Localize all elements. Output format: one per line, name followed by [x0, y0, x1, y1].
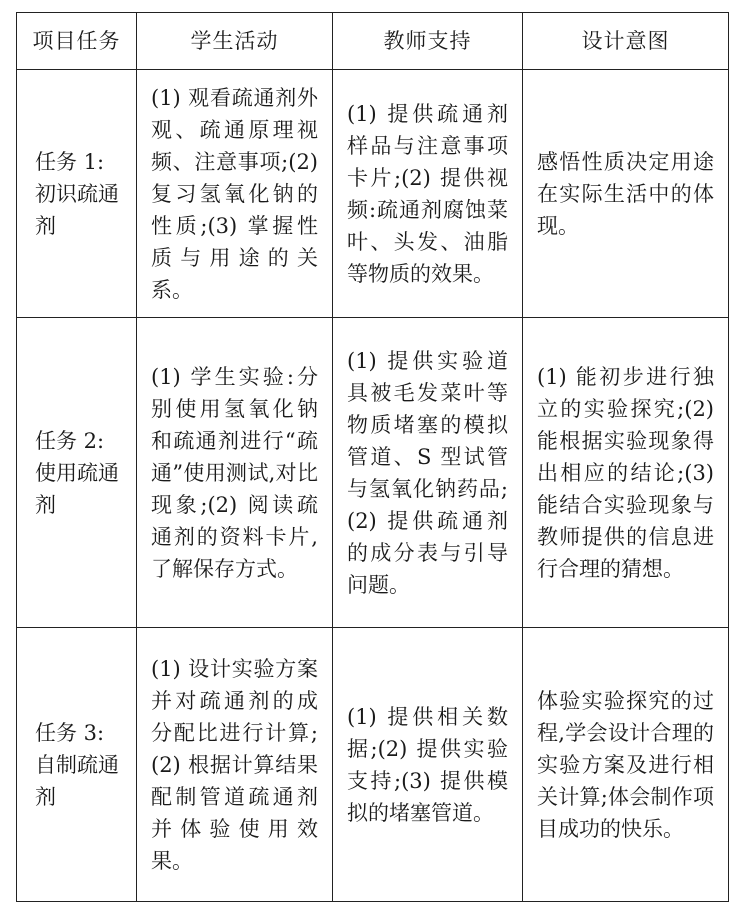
- student-cell: [137, 628, 333, 902]
- teacher-cell: [333, 70, 523, 318]
- student-text: (1) 学生实验:分别使用氢氧化钠和疏通剂进行“疏通”使用测试,对比现象;(2) 阅读疏通剂的资料卡片,了解保存方式。: [151, 364, 318, 581]
- table-row: [17, 70, 729, 318]
- task-cell: [17, 318, 137, 628]
- teacher-text: (1) 提供相关数据;(2) 提供实验支持;(3) 提供模拟的堵塞管道。: [347, 704, 508, 825]
- table-row: [17, 628, 729, 902]
- header-task: 项目任务: [17, 13, 137, 70]
- intent-cell: [523, 628, 729, 902]
- intent-cell: [523, 70, 729, 318]
- teacher-text: (1) 提供疏通剂样品与注意事项卡片;(2) 提供视频:疏通剂腐蚀菜叶、头发、油脂等物质的效果。: [347, 101, 508, 286]
- header-teacher-support: 教师支持: [333, 13, 523, 70]
- student-cell: [137, 318, 333, 628]
- intent-cell: [523, 318, 729, 628]
- header-row: [17, 13, 729, 70]
- teacher-text: (1) 提供实验道具被毛发菜叶等物质堵塞的模拟管道、S 型试管与氢氧化钠药品;(2) 提供疏通剂的成分表与引导问题。: [347, 348, 508, 597]
- intent-text: 体验实验探究的过程,学会设计合理的实验方案及进行相关计算;体会制作项目成功的快乐。: [537, 688, 714, 841]
- student-cell: [137, 70, 333, 318]
- task-cell: [17, 628, 137, 902]
- intent-text: (1) 能初步进行独立的实验探究;(2) 能根据实验现象得出相应的结论;(3) 能结合实验现象与教师提供的信息进行合理的猜想。: [537, 364, 714, 581]
- task-text: 任务 1: 初识疏通剂: [35, 149, 119, 238]
- task-text: 任务 2: 使用疏通剂: [35, 428, 119, 517]
- teacher-cell: [333, 628, 523, 902]
- task-cell: [17, 70, 137, 318]
- header-design-intent: 设计意图: [523, 13, 729, 70]
- student-text: (1) 观看疏通剂外观、疏通原理视频、注意事项;(2) 复习氢氧化钠的性质;(3) 掌握性质与用途的关系。: [151, 85, 318, 302]
- project-task-table: [16, 12, 729, 902]
- intent-text: 感悟性质决定用途在实际生活中的体现。: [537, 149, 714, 238]
- task-text: 任务 3: 自制疏通剂: [35, 720, 119, 809]
- header-student-activity: 学生活动: [137, 13, 333, 70]
- teacher-cell: [333, 318, 523, 628]
- student-text: (1) 设计实验方案并对疏通剂的成分配比进行计算;(2) 根据计算结果配制管道疏通剂并体验使用效果。: [151, 656, 318, 873]
- table-row: [17, 318, 729, 628]
